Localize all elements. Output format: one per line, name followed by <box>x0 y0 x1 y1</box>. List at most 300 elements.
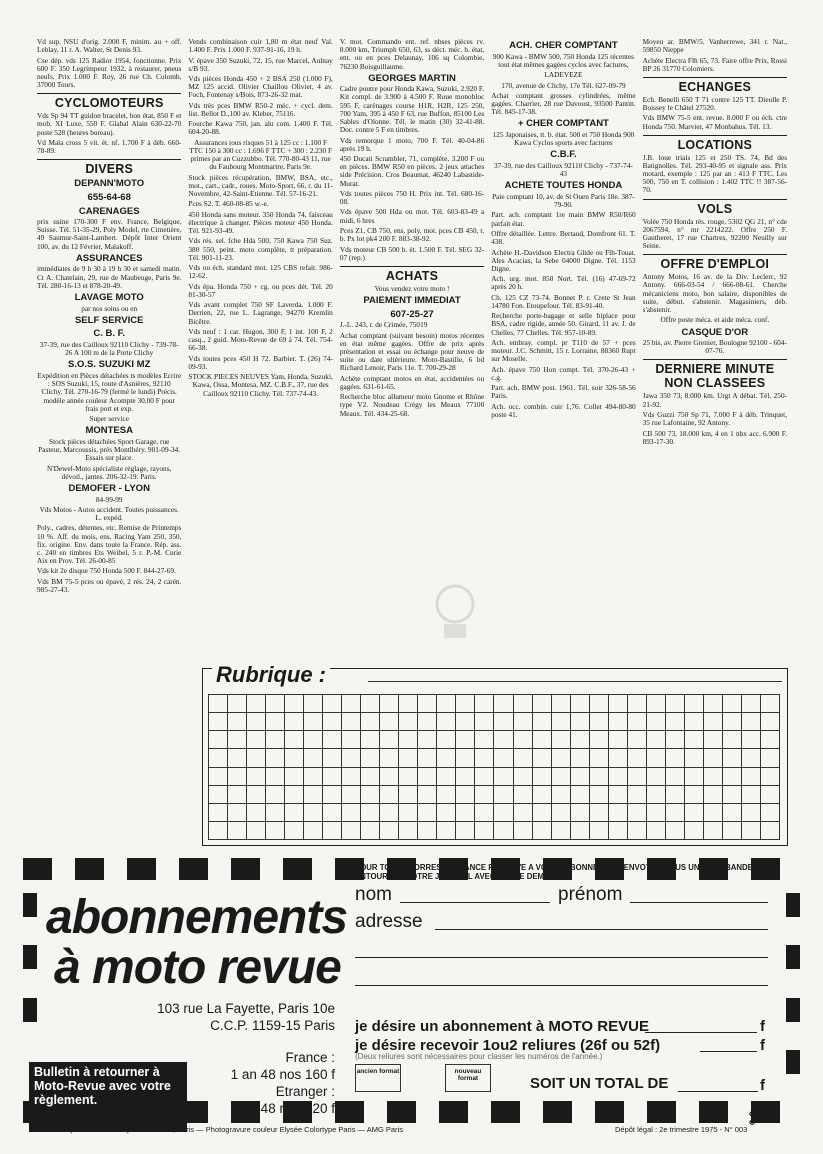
grid-cell[interactable] <box>533 749 552 767</box>
grid-cell[interactable] <box>323 822 342 840</box>
grid-cell[interactable] <box>475 804 494 822</box>
grid-cell[interactable] <box>399 749 418 767</box>
grid-cell[interactable] <box>552 768 571 786</box>
grid-cell[interactable] <box>609 731 628 749</box>
grid-cell[interactable] <box>456 713 475 731</box>
border-dash <box>439 1101 468 1123</box>
grid-cell[interactable] <box>437 804 456 822</box>
grid-cell[interactable] <box>628 731 647 749</box>
ad: 450 Honda sans moteur. 350 Honda 74, faisceau électrique à changer. Pièces moteur 450 Honda. Tél. 921-93-49. <box>188 209 333 236</box>
grid-cell[interactable] <box>666 786 685 804</box>
grid-cell[interactable] <box>456 768 475 786</box>
grid-cell[interactable] <box>761 731 780 749</box>
grid-cell[interactable] <box>609 695 628 713</box>
adresse-field-2[interactable] <box>355 957 768 958</box>
rubrique-input-line[interactable] <box>368 681 782 682</box>
grid-cell[interactable] <box>742 804 761 822</box>
reliures-amount-field[interactable] <box>700 1051 757 1052</box>
grid-cell[interactable] <box>590 713 609 731</box>
grid-cell[interactable] <box>285 822 304 840</box>
grid-cell[interactable] <box>228 768 247 786</box>
nouveau-format-checkbox[interactable]: nouveau format <box>445 1064 491 1092</box>
grid-cell[interactable] <box>247 786 266 804</box>
grid-cell[interactable] <box>228 786 247 804</box>
ad: Vds très pces BMW R50-2 méc. + cycl. dem. list. Bellot D.,100 av. Kleber, 75116. <box>188 100 333 118</box>
brand-line-1: abonnements <box>46 891 348 944</box>
grid-cell[interactable] <box>647 786 666 804</box>
grid-cell[interactable] <box>761 822 780 840</box>
grid-cell[interactable] <box>380 804 399 822</box>
grid-cell[interactable] <box>761 786 780 804</box>
ad: Vd sup. NSU d'orig. 2.000 F, minim. au + off. Leblay, 11 r. A. Walter, St Denis 93. <box>37 38 182 55</box>
grid-cell[interactable] <box>685 749 704 767</box>
grid-cell[interactable] <box>247 822 266 840</box>
ad: Vds toutes pces 450 H 72. Barbier. T. (26) 74-09-93. <box>188 353 333 371</box>
grid-cell[interactable] <box>418 786 437 804</box>
grid-cell[interactable] <box>514 786 533 804</box>
grid-cell[interactable] <box>590 749 609 767</box>
grid-cell[interactable] <box>342 731 361 749</box>
grid-cell[interactable] <box>514 695 533 713</box>
grid-cell[interactable] <box>209 786 228 804</box>
grid-cell[interactable] <box>323 695 342 713</box>
grid-cell[interactable] <box>514 822 533 840</box>
grid-cell[interactable] <box>494 749 513 767</box>
grid-cell[interactable] <box>418 768 437 786</box>
grid-cell[interactable] <box>647 713 666 731</box>
border-dash <box>543 1101 572 1123</box>
grid-cell[interactable] <box>494 713 513 731</box>
grid-cell[interactable] <box>285 695 304 713</box>
total-field[interactable] <box>678 1091 758 1092</box>
grid-cell[interactable] <box>266 713 285 731</box>
grid-cell[interactable] <box>475 695 494 713</box>
grid-cell[interactable] <box>304 713 323 731</box>
grid-cell[interactable] <box>475 786 494 804</box>
grid-cell[interactable] <box>266 804 285 822</box>
grid-cell[interactable] <box>266 731 285 749</box>
grid-cell[interactable] <box>533 731 552 749</box>
grid-cell[interactable] <box>704 713 723 731</box>
grid-cell[interactable] <box>533 822 552 840</box>
subscription-amount-field[interactable] <box>645 1032 757 1033</box>
grid-cell[interactable] <box>247 749 266 767</box>
grid-cell[interactable] <box>666 768 685 786</box>
ad: Vds BMW 75-5 ent. revue. 8.000 F ou éch. ctre Honda 750. Marvier, 47 Monbahus. Tél. 13. <box>642 113 788 131</box>
coupon-border-right <box>786 945 800 969</box>
page-number: 74 <box>30 1118 43 1130</box>
grid-cell[interactable] <box>742 768 761 786</box>
ad: Vds Motos - Autos accident. Toutes puissances. L. expéd. <box>39 504 179 523</box>
grid-cell[interactable] <box>247 768 266 786</box>
grid-cell[interactable] <box>418 822 437 840</box>
border-dash <box>699 1101 728 1123</box>
grid-cell[interactable] <box>609 822 628 840</box>
grid-cell[interactable] <box>609 713 628 731</box>
grid-cell[interactable] <box>628 822 647 840</box>
grid-cell[interactable] <box>456 822 475 840</box>
grid-cell[interactable] <box>342 695 361 713</box>
grid-cell[interactable] <box>571 713 590 731</box>
grid-cell[interactable] <box>304 749 323 767</box>
grid-cell[interactable] <box>685 695 704 713</box>
grid-cell[interactable] <box>456 695 475 713</box>
grid-cell[interactable] <box>723 731 742 749</box>
grid-cell[interactable] <box>342 804 361 822</box>
grid-cell[interactable] <box>285 731 304 749</box>
grid-cell[interactable] <box>285 713 304 731</box>
france-price: 1 an 48 nos 160 f <box>230 1067 335 1082</box>
ad: STOCK PIECES NEUVES Yam, Honda, Suzuki, Kawa, Ossa, Montesa, MZ. C.B.F., 37, rue des Cailloux 92110 Clichy. Tél. 737-74-43. <box>188 372 333 398</box>
ad: Recherche bloc allumeur moto Gnome et Rhône type V2. Noudeau Crégy les Meaux 77100 Meaux. Tél. 434-25-68. <box>339 392 485 418</box>
grid-cell[interactable] <box>514 731 533 749</box>
grid-cell[interactable] <box>552 731 571 749</box>
grid-cell[interactable] <box>380 713 399 731</box>
grid-cell[interactable] <box>571 749 590 767</box>
grid-cell[interactable] <box>228 749 247 767</box>
grid-cell[interactable] <box>723 749 742 767</box>
grid-cell[interactable] <box>266 749 285 767</box>
grid-cell[interactable] <box>285 804 304 822</box>
grid-cell[interactable] <box>228 822 247 840</box>
grid-cell[interactable] <box>380 822 399 840</box>
grid-cell[interactable] <box>361 768 380 786</box>
letter-grid[interactable] <box>208 694 780 840</box>
grid-cell[interactable] <box>647 822 666 840</box>
grid-cell[interactable] <box>456 749 475 767</box>
grid-cell[interactable] <box>380 786 399 804</box>
grid-cell[interactable] <box>285 786 304 804</box>
ad: Vds neuf : 1 car. Hugon, 300 F, 1 int. 100 F, 2 casq., 2 guid. Moto-Revue de 69 à 74. Tél. 754-66-38. <box>188 326 333 353</box>
grid-cell[interactable] <box>514 804 533 822</box>
ad: Assurances tous risques 51 à 125 cc : 1.100 F TTC 150 à 300 cc : 1.696 F TTC + 300 : 2.230 F primes par an Cuzzubbo. Tél. 770-80-43 11, rue du Faubourg Montmartre, Paris 9e. <box>189 137 333 172</box>
coupon-address <box>142 1000 335 1034</box>
grid-cell[interactable] <box>590 804 609 822</box>
grid-cell[interactable] <box>361 695 380 713</box>
grid-cell[interactable] <box>304 695 323 713</box>
border-dash <box>127 858 156 880</box>
ad: 37-39, rue des Cailloux 92110 Clichy - 739-78-26 A 100 m de la Porte Clichy <box>39 340 179 358</box>
grid-cell[interactable] <box>533 713 552 731</box>
grid-cell[interactable] <box>552 749 571 767</box>
grid-cell[interactable] <box>247 731 266 749</box>
grid-cell[interactable] <box>342 768 361 786</box>
grid-cell[interactable] <box>323 804 342 822</box>
grid-cell[interactable] <box>494 804 513 822</box>
grid-cell[interactable] <box>456 786 475 804</box>
grid-cell[interactable] <box>704 695 723 713</box>
grid-cell[interactable] <box>437 822 456 840</box>
grid-cell[interactable] <box>704 786 723 804</box>
reliures-line: je désire recevoir 1ou2 reliures (26f ou 52f) <box>355 1037 661 1054</box>
border-dash <box>491 1101 520 1123</box>
grid-cell[interactable] <box>342 713 361 731</box>
grid-cell[interactable] <box>685 786 704 804</box>
grid-cell[interactable] <box>704 731 723 749</box>
ad: Pces S2. T. 460-08-85 w.-e. <box>188 199 269 209</box>
grid-cell[interactable] <box>342 749 361 767</box>
grid-cell[interactable] <box>571 822 590 840</box>
ad: Vds ou éch. standard mot. 125 CBS refait. 986-12-62. <box>188 263 333 281</box>
column-4 <box>491 38 635 638</box>
grid-cell[interactable] <box>494 786 513 804</box>
ad: 170, avenue de Clichy, 17e Tél. 627-09-79 <box>501 80 626 90</box>
grid-cell[interactable] <box>628 804 647 822</box>
grid-cell[interactable] <box>571 804 590 822</box>
grid-cell[interactable] <box>647 749 666 767</box>
grid-cell[interactable] <box>742 713 761 731</box>
grid-cell[interactable] <box>685 768 704 786</box>
grid-cell[interactable] <box>685 804 704 822</box>
grid-cell[interactable] <box>399 822 418 840</box>
grid-cell[interactable] <box>666 749 685 767</box>
grid-cell[interactable] <box>228 695 247 713</box>
grid-cell[interactable] <box>380 749 399 767</box>
ad: Paie comptant 10, av. de St Ouen Paris 18e. 387-79-90. <box>492 191 635 210</box>
grid-cell[interactable] <box>361 749 380 767</box>
grid-cell[interactable] <box>647 731 666 749</box>
ad: Ch. 125 CZ 73-74. Bonnet P. r. Crete St Jean 14780 Fon. Etoupefour. Tél. 83-91-40. <box>491 292 636 310</box>
grid-cell[interactable] <box>761 749 780 767</box>
grid-cell[interactable] <box>418 731 437 749</box>
grid-cell[interactable] <box>437 695 456 713</box>
grid-cell[interactable] <box>742 822 761 840</box>
section-heading-locations: LOCATIONS <box>643 135 787 152</box>
grid-cell[interactable] <box>552 695 571 713</box>
grid-cell[interactable] <box>494 695 513 713</box>
grid-cell[interactable] <box>571 731 590 749</box>
grid-cell[interactable] <box>609 804 628 822</box>
grid-cell[interactable] <box>666 731 685 749</box>
grid-cell[interactable] <box>552 786 571 804</box>
grid-cell[interactable] <box>361 786 380 804</box>
grid-cell[interactable] <box>399 695 418 713</box>
grid-cell[interactable] <box>361 822 380 840</box>
ad: Vds BM 75-5 pces ou épavé, 2 rés. 24, 2 carén. 985-27-43. <box>37 576 182 594</box>
grid-cell[interactable] <box>247 695 266 713</box>
grid-cell[interactable] <box>609 786 628 804</box>
grid-cell[interactable] <box>304 822 323 840</box>
grid-cell[interactable] <box>437 749 456 767</box>
ad: Part. ach. BMW post. 1961. Tél. soir 326-58-56 Paris. <box>491 383 636 401</box>
grid-cell[interactable] <box>704 804 723 822</box>
grid-cell[interactable] <box>266 768 285 786</box>
grid-cell[interactable] <box>609 768 628 786</box>
grid-cell[interactable] <box>647 768 666 786</box>
grid-cell[interactable] <box>552 713 571 731</box>
classifieds-columns <box>37 38 787 638</box>
ad: CB 500 73, 18.000 km, 4 en 1 nbx acc. 6.900 F. 893-17-30. <box>642 428 788 446</box>
grid-cell[interactable] <box>399 768 418 786</box>
grid-cell[interactable] <box>437 768 456 786</box>
column-3 <box>340 38 484 638</box>
grid-cell[interactable] <box>437 786 456 804</box>
adresse-field-3[interactable] <box>355 985 768 986</box>
grid-cell[interactable] <box>723 786 742 804</box>
grid-cell[interactable] <box>266 786 285 804</box>
grid-cell[interactable] <box>533 768 552 786</box>
grid-cell[interactable] <box>399 713 418 731</box>
grid-cell[interactable] <box>628 749 647 767</box>
grid-cell[interactable] <box>209 713 228 731</box>
grid-cell[interactable] <box>666 804 685 822</box>
grid-cell[interactable] <box>761 768 780 786</box>
grid-cell[interactable] <box>361 731 380 749</box>
grid-cell[interactable] <box>628 695 647 713</box>
grid-cell[interactable] <box>475 749 494 767</box>
grid-cell[interactable] <box>590 768 609 786</box>
france-label: France : <box>285 1050 335 1065</box>
grid-cell[interactable] <box>209 804 228 822</box>
grid-cell[interactable] <box>685 731 704 749</box>
grid-cell[interactable] <box>761 695 780 713</box>
grid-cell[interactable] <box>304 768 323 786</box>
grid-cell[interactable] <box>723 822 742 840</box>
grid-cell[interactable] <box>304 731 323 749</box>
grid-cell[interactable] <box>704 822 723 840</box>
grid-cell[interactable] <box>266 695 285 713</box>
grid-cell[interactable] <box>647 695 666 713</box>
grid-cell[interactable] <box>380 768 399 786</box>
grid-cell[interactable] <box>723 713 742 731</box>
grid-cell[interactable] <box>475 713 494 731</box>
border-dash <box>179 858 208 880</box>
grid-cell[interactable] <box>647 804 666 822</box>
nom-field[interactable] <box>400 902 550 903</box>
grid-cell[interactable] <box>590 822 609 840</box>
grid-cell[interactable] <box>552 804 571 822</box>
grid-cell[interactable] <box>666 695 685 713</box>
grid-cell[interactable] <box>475 731 494 749</box>
grid-cell[interactable] <box>685 713 704 731</box>
grid-cell[interactable] <box>685 822 704 840</box>
grid-cell[interactable] <box>723 768 742 786</box>
grid-cell[interactable] <box>723 695 742 713</box>
grid-cell[interactable] <box>323 731 342 749</box>
grid-cell[interactable] <box>590 695 609 713</box>
grid-cell[interactable] <box>609 749 628 767</box>
grid-cell[interactable] <box>228 804 247 822</box>
ad-title: CASQUE D'OR <box>681 326 749 338</box>
grid-cell[interactable] <box>285 768 304 786</box>
grid-cell[interactable] <box>628 786 647 804</box>
grid-cell[interactable] <box>323 786 342 804</box>
grid-cell[interactable] <box>571 768 590 786</box>
grid-cell[interactable] <box>209 768 228 786</box>
grid-cell[interactable] <box>380 695 399 713</box>
rubrique-title: Rubrique : <box>212 662 330 688</box>
prenom-field[interactable] <box>630 902 768 903</box>
grid-cell[interactable] <box>475 822 494 840</box>
grid-cell[interactable] <box>285 749 304 767</box>
grid-cell[interactable] <box>494 731 513 749</box>
grid-cell[interactable] <box>437 731 456 749</box>
currency-f: f <box>760 1018 765 1035</box>
grid-cell[interactable] <box>742 749 761 767</box>
grid-cell[interactable] <box>590 786 609 804</box>
grid-cell[interactable] <box>342 822 361 840</box>
grid-cell[interactable] <box>437 713 456 731</box>
grid-cell[interactable] <box>704 749 723 767</box>
grid-cell[interactable] <box>456 804 475 822</box>
grid-cell[interactable] <box>209 695 228 713</box>
grid-cell[interactable] <box>361 804 380 822</box>
ad-title: + CHER COMPTANT <box>517 118 609 130</box>
grid-cell[interactable] <box>742 731 761 749</box>
coupon-notice: POUR TOUTE CORRESPONDANCE RELATIVE A VOTRE ABONNEMENT, ENVOYEZ-NOUS UNE DES BANDES ENTOURANT VOTRE JOURNAL AVEC VOTRE DEMANDE. <box>355 863 759 881</box>
grid-cell[interactable] <box>514 749 533 767</box>
grid-cell[interactable] <box>494 822 513 840</box>
grid-cell[interactable] <box>380 731 399 749</box>
ad: Stock pièces récupération, BMW, BSA, etc., mot., cart., cadr., roues. Moto-Sport, 66, r. du 11-Novembre, 42-Saint-Etienne. Tél. 57-16-21. <box>188 172 333 199</box>
grid-cell[interactable] <box>266 822 285 840</box>
grid-cell[interactable] <box>418 713 437 731</box>
grid-cell[interactable] <box>209 822 228 840</box>
ancien-format-checkbox[interactable]: ancien format <box>355 1064 401 1092</box>
grid-cell[interactable] <box>628 768 647 786</box>
adresse-label: adresse <box>355 911 423 932</box>
grid-cell[interactable] <box>666 713 685 731</box>
grid-cell[interactable] <box>761 804 780 822</box>
grid-cell[interactable] <box>456 731 475 749</box>
grid-cell[interactable] <box>399 786 418 804</box>
grid-cell[interactable] <box>209 731 228 749</box>
grid-cell[interactable] <box>323 749 342 767</box>
grid-cell[interactable] <box>418 804 437 822</box>
grid-cell[interactable] <box>361 713 380 731</box>
ad: Achète H.-Davidson Electra Glide ou Flh-Touat. Ales Acacias, la Sebe 04000 Digne. Tél. 1153 Digne. <box>491 247 636 273</box>
etranger-price: 1 an 48 nos 220 f <box>230 1101 335 1116</box>
grid-cell[interactable] <box>723 804 742 822</box>
adresse-field[interactable] <box>435 929 768 930</box>
grid-cell[interactable] <box>228 731 247 749</box>
ad: Vous vendez votre moto ! <box>374 283 450 293</box>
grid-cell[interactable] <box>323 713 342 731</box>
ad: Jawa 350 73, 8.000 km. Urgt A débat. Tél. 250-21-92. <box>642 391 788 409</box>
grid-cell[interactable] <box>590 731 609 749</box>
grid-cell[interactable] <box>704 768 723 786</box>
grid-cell[interactable] <box>494 768 513 786</box>
grid-cell[interactable] <box>247 804 266 822</box>
grid-cell[interactable] <box>418 749 437 767</box>
grid-cell[interactable] <box>323 768 342 786</box>
grid-cell[interactable] <box>514 768 533 786</box>
grid-cell[interactable] <box>342 786 361 804</box>
grid-cell[interactable] <box>475 768 494 786</box>
grid-cell[interactable] <box>514 713 533 731</box>
grid-cell[interactable] <box>247 713 266 731</box>
grid-cell[interactable] <box>418 695 437 713</box>
grid-cell[interactable] <box>571 786 590 804</box>
grid-cell[interactable] <box>304 804 323 822</box>
grid-cell[interactable] <box>742 695 761 713</box>
grid-cell[interactable] <box>666 822 685 840</box>
grid-cell[interactable] <box>228 713 247 731</box>
grid-cell[interactable] <box>571 695 590 713</box>
ad-phone: 607-25-27 <box>390 308 434 320</box>
grid-cell[interactable] <box>552 822 571 840</box>
grid-cell[interactable] <box>533 695 552 713</box>
grid-cell[interactable] <box>742 786 761 804</box>
grid-cell[interactable] <box>761 713 780 731</box>
grid-cell[interactable] <box>304 786 323 804</box>
grid-cell[interactable] <box>209 749 228 767</box>
grid-cell[interactable] <box>399 804 418 822</box>
grid-cell[interactable] <box>533 804 552 822</box>
grid-cell[interactable] <box>628 713 647 731</box>
grid-cell[interactable] <box>533 786 552 804</box>
grid-cell[interactable] <box>399 731 418 749</box>
